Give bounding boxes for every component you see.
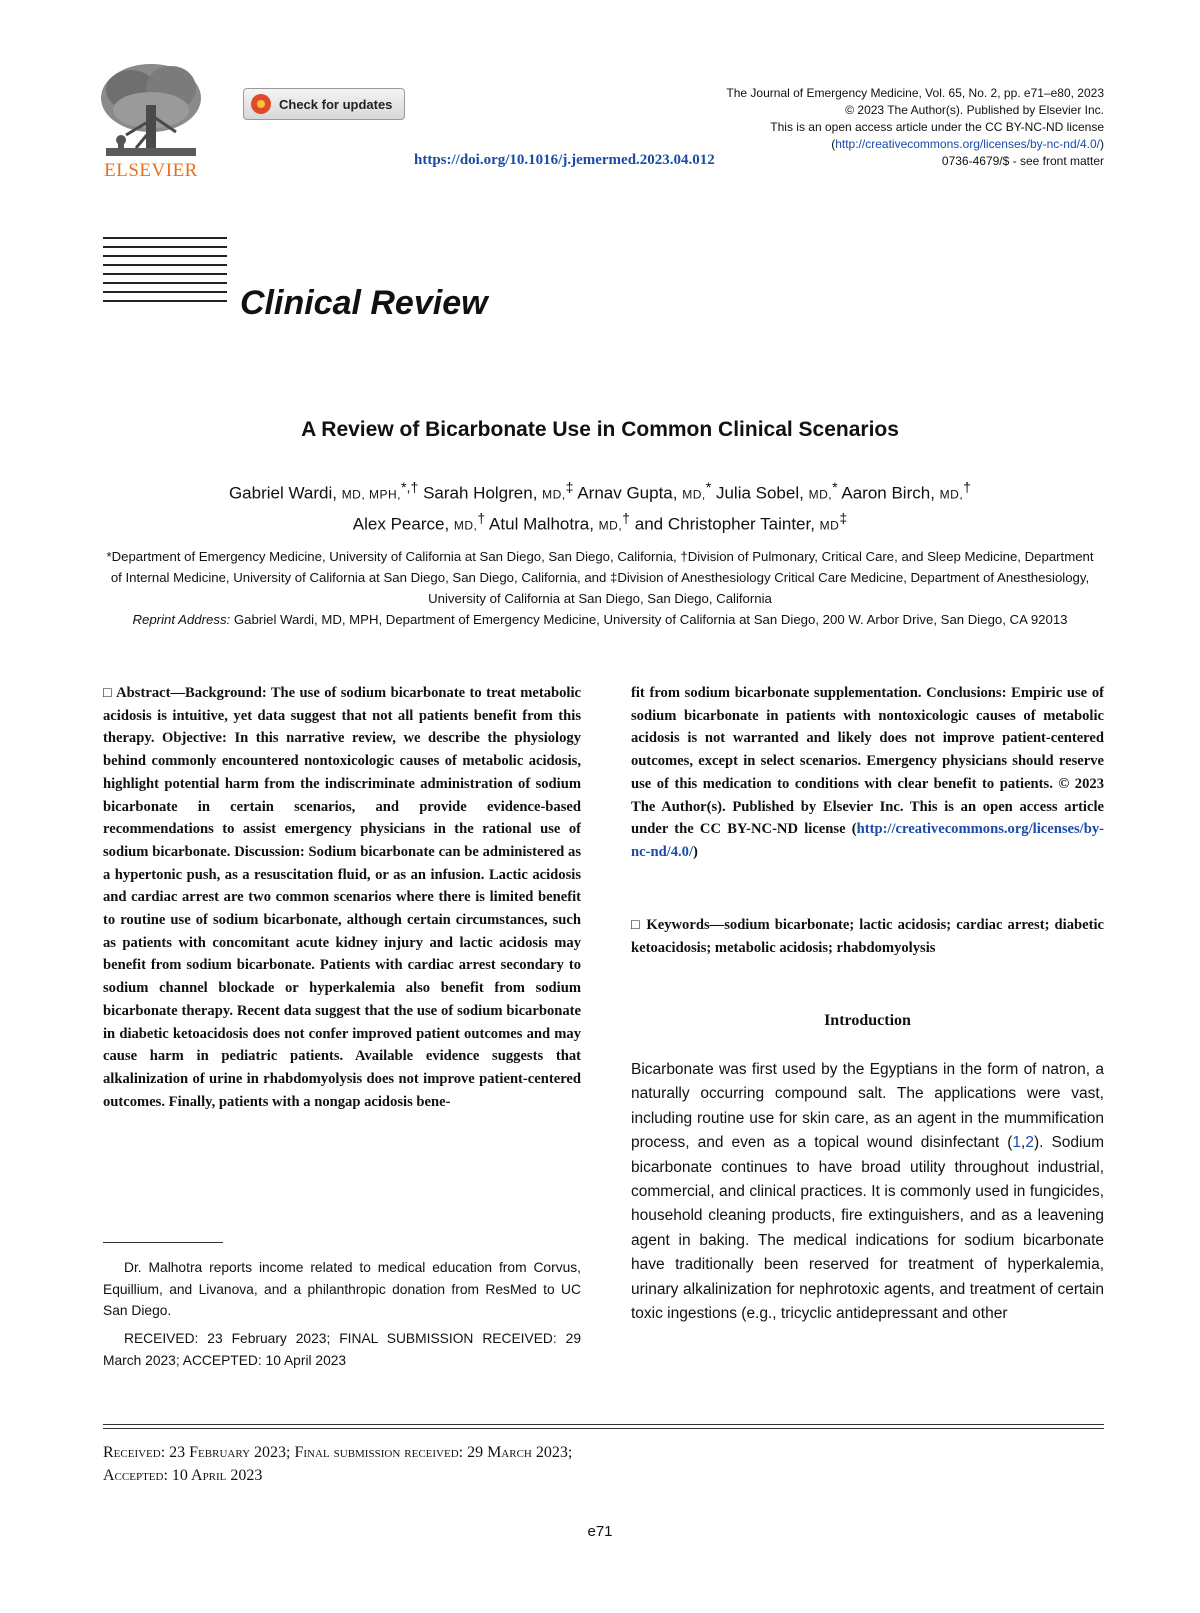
disclosure-footnote: Dr. Malhotra reports income related to medical education from Corvus, Equillium, and Livanova, and a philanthropic donation from ResMed to UC San Diego. [103, 1260, 581, 1318]
intro-text-end: ). Sodium bicarbonate continues to have broad utility throughout industrial, commercial, and clinical practices. It is commonly used in fungicides, household cleaning products, fire extinguishers, and as a leavening agent in baking. The medical indications for sodium bicarbonate have traditionally been reserved for treatment of hyperkalemia, urinary alkalinization for nephrotoxic agents, and treatment of certain toxic ingestions (e.g., tricyclic antidepressant and other [631, 1134, 1104, 1323]
author-affiliation-marks: ‡ [839, 510, 848, 527]
author-affiliation-marks: † [963, 480, 972, 496]
author-affiliation-marks: † [477, 510, 486, 527]
abstract-column-1: □ Abstract—Background: The use of sodium bicarbonate to treat metabolic acidosis is intuitive, yet data suggest that not all patients benefit from this therapy. Objective: In this narrative review, we describe the physiology behind commonly encountered nontoxicologic causes of metabolic acidosis, highlight potential harm from the indiscriminate administration of sodium bicarbonate in certain scenarios, and provide evidence-based recommendations to assist emergency physicians in the rational use of sodium bicarbonate. Discussion: Sodium bicarbonate can be administered as a hypertonic push, as a resuscitation fluid, or as an infusion. Lactic acidosis and cardiac arrest are two common scenarios where there is limited benefit to routine use of sodium bicarbonate, although certain circumstances, such as patients with concomitant acute kidney injury and lactic acidosis may benefit from sodium bicarbonate. Patients with cardiac arrest secondary to sodium channel blockade or hyperkalemia also benefit from sodium bicarbonate therapy. Recent data suggest that the use of sodium bicarbonate in diabetic ketoacidosis does not confer improved patient outcomes and may cause harm in pediatric patients. Available evidence suggests that alkalinization of urine in rhabdomyolysis does not improve patient-centered outcomes. Finally, patients with a nongap acidosis bene- [103, 685, 581, 1110]
affiliation-text: *Department of Emergency Medicine, University of California at San Diego, San Diego, California, †Division of Pulmonary, Critical Care, and Sleep Medicine, Department of Internal Medicine, University of California at San Diego, San Diego, California, and ‡Division of Anesthesiology Critical Care Medicine, Department of Anesthesiology, University of California at San Diego, San Diego, California [106, 549, 1094, 606]
author-name: Gabriel Wardi, [228, 483, 342, 503]
abstract-column-2 [631, 682, 1104, 864]
affiliations [100, 546, 1100, 630]
issn-line: 0736-4679/$ - see front matter [941, 154, 1104, 168]
author-degrees: MD, MPH, [341, 487, 402, 502]
keywords: □ Keywords—sodium bicarbonate; lactic acidosis; cardiac arrest; diabetic ketoacidosis; metabolic acidosis; rhabdomyolysis [631, 917, 1104, 956]
author-degrees: MD, [808, 487, 833, 502]
license-url-line: (http://creativecommons.org/licenses/by-nc-nd/4.0/) [831, 137, 1104, 151]
reprint-text: Gabriel Wardi, MD, MPH, Department of Emergency Medicine, University of California at San Diego, 200 W. Arbor Drive, San Diego, CA 92013 [230, 612, 1068, 627]
author-name: Atul Malhotra, [485, 514, 599, 534]
received-footnote: RECEIVED: 23 February 2023; FINAL SUBMISSION RECEIVED: 29 March 2023; ACCEPTED: 10 April 2023 [103, 1331, 581, 1368]
author-affiliation-marks: ‡ [565, 480, 574, 496]
author-degrees: MD, [682, 487, 706, 502]
author-name: and Christopher Tainter, [630, 514, 820, 534]
intro-text-start: Bicarbonate was first used by the Egyptians in the form of natron, a naturally occurring compound salt. The applications were vast, including routine use for skin care, as an agent in the mummification process, and even as a topical wound disinfectant ( [631, 1061, 1104, 1152]
doi-link[interactable]: https://doi.org/10.1016/j.jemermed.2023.04.012 [414, 152, 715, 168]
received-dates-footer [103, 1442, 803, 1487]
check-updates-icon [251, 94, 271, 114]
author-degrees: MD, [598, 518, 623, 533]
publisher-name: ELSEVIER [104, 160, 198, 181]
author-degrees: MD, [939, 487, 964, 502]
article-title: A Review of Bicarbonate Use in Common Clinical Scenarios [301, 418, 899, 441]
author-line-2 [100, 507, 1100, 538]
author-list [100, 476, 1100, 537]
check-for-updates-button[interactable] [243, 88, 405, 120]
reference-separator: , [1021, 1134, 1026, 1152]
abstract-close-paren: ) [693, 843, 698, 860]
introduction-body [631, 1058, 1104, 1326]
reprint-address [100, 609, 1100, 630]
license-line: This is an open access article under the CC BY-NC-ND license [770, 120, 1104, 134]
cc-license-link[interactable]: http://creativecommons.org/licenses/by-nc-nd/4.0/ [631, 821, 1104, 860]
author-affiliation-marks: * [832, 480, 838, 496]
check-updates-label: Check for updates [279, 96, 393, 112]
received-dates-line-1: Received: 23 February 2023; Final submission received: 29 March 2023; [103, 1444, 573, 1461]
author-name: Julia Sobel, [711, 483, 809, 503]
author-affiliation-marks: † [622, 510, 631, 527]
author-line-1 [100, 476, 1100, 507]
journal-citation: The Journal of Emergency Medicine, Vol. 65, No. 2, pp. e71–e80, 2023 [726, 86, 1104, 100]
reprint-label: Reprint Address: [132, 612, 231, 627]
author-name: Aaron Birch, [837, 483, 940, 503]
footer-rule-bottom [103, 1428, 1104, 1429]
abstract-continuation: fit from sodium bicarbonate supplementation. Conclusions: Empiric use of sodium bicarbonate in patients with nontoxicologic causes of metabolic acidosis is not warranted and likely does not improve patient-centered outcomes, except in select scenarios. Emergency physicians should reserve use of this medication to conditions with clear benefit to patients. © 2023 The Author(s). Published by Elsevier Inc. This is an open access article under the CC BY-NC-ND license ( [631, 685, 1104, 838]
section-title: Clinical Review [240, 284, 488, 322]
author-degrees: MD, [542, 487, 566, 502]
introduction-heading: Introduction [824, 1012, 911, 1029]
section-banner-lines [103, 237, 227, 317]
license-link[interactable]: http://creativecommons.org/licenses/by-nc-nd/4.0/ [835, 137, 1100, 151]
author-affiliation-marks: *,† [401, 480, 419, 496]
journal-info [664, 85, 1104, 170]
author-degrees: MD [819, 518, 840, 533]
author-name: Sarah Holgren, [418, 483, 543, 503]
author-name: Alex Pearce, [352, 514, 454, 534]
reference-link-1[interactable]: 1 [1012, 1134, 1021, 1152]
author-degrees: MD, [453, 518, 478, 533]
page-number: e71 [587, 1523, 613, 1540]
reference-link-2[interactable]: 2 [1025, 1134, 1034, 1152]
author-affiliation-marks: * [705, 480, 712, 496]
footer-rule-top [103, 1424, 1104, 1425]
copyright-line: © 2023 The Author(s). Published by Elsevier Inc. [845, 103, 1104, 117]
footnote-divider [103, 1242, 223, 1243]
author-name: Arnav Gupta, [573, 483, 683, 503]
received-dates-line-2: Accepted: 10 April 2023 [103, 1466, 263, 1484]
